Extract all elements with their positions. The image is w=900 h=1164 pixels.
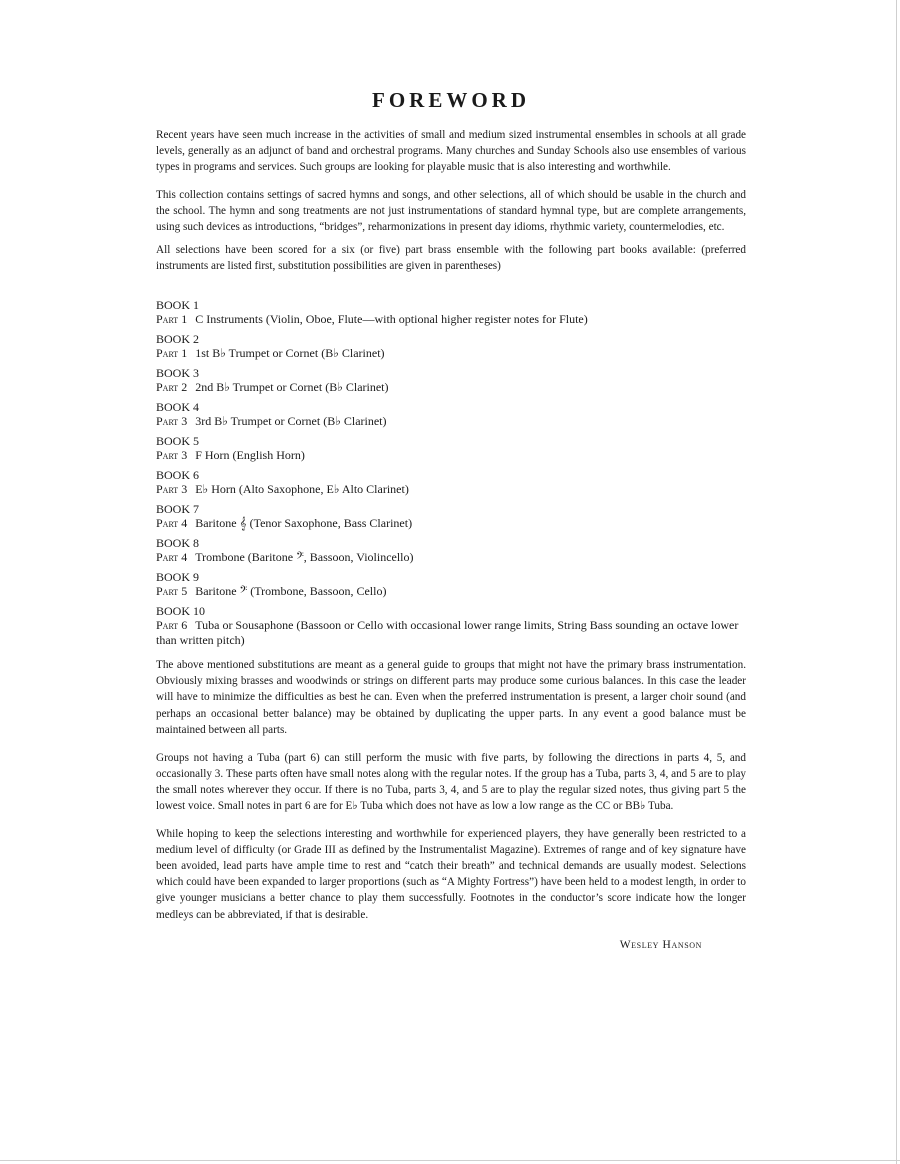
book-number: BOOK 9 — [156, 569, 200, 584]
part-label: Part 2 — [156, 380, 188, 395]
book-entry-3 — [156, 366, 746, 395]
page-edge-bottom — [0, 1160, 900, 1161]
book-list — [156, 298, 746, 648]
book-entry-10 — [156, 604, 746, 648]
instrument-description: Baritone 𝄢 (Trombone, Bassoon, Cello) — [195, 584, 387, 599]
instrument-description: 1st B♭ Trumpet or Cornet (B♭ Clarinet) — [195, 346, 385, 361]
book-number: BOOK 4 — [156, 399, 200, 414]
book-entry-7 — [156, 502, 746, 531]
book-entry-5 — [156, 434, 746, 463]
book-number: BOOK 6 — [156, 467, 200, 482]
book-number: BOOK 3 — [156, 365, 200, 380]
book-entry-9 — [156, 570, 746, 599]
instrument-description: C Instruments (Violin, Oboe, Flute—with optional higher register notes for Flute) — [195, 312, 588, 327]
instrument-description: 3rd B♭ Trumpet or Cornet (B♭ Clarinet) — [195, 414, 387, 429]
closing-paragraph-1: The above mentioned substitutions are meant as a general guide to groups that might not have the primary brass instrumentation. Obviously mixing brasses and woodwinds or strings on different parts may produce some curious balances. In this case the leader will have to minimize the difficulties as best he can. Even when the preferred instrumentation is present, a larger choir sound (and perhaps an occasional better balance) may be obtained by duplicating the upper parts. In any event a good balance must be maintained between all parts. — [156, 659, 746, 736]
part-label: Part 5 — [156, 584, 188, 599]
page-title: FOREWORD — [372, 88, 530, 112]
book-number: BOOK 10 — [156, 603, 206, 618]
instrument-description: Tuba or Sousaphone (Bassoon or Cello with occasional lower range limits, String Bass sounding an octave lower than written pitch) — [156, 618, 739, 647]
instrument-description: Trombone (Baritone 𝄢, Bassoon, Violincello) — [195, 550, 414, 565]
book-entry-6 — [156, 468, 746, 497]
part-label: Part 1 — [156, 312, 188, 327]
intro-paragraph-1: Recent years have seen much increase in the activities of small and medium sized instrumental ensembles in schools at all grade levels, generally as an adjunct of band and orchestral programs. Many churches and Sunday Schools also use ensembles of various types in programs and services. Such groups are looking for playable music that is also interesting and worthwhile. — [156, 129, 746, 174]
part-label: Part 6 — [156, 618, 188, 633]
intro-paragraph-2: This collection contains settings of sacred hymns and songs, and other selections, all of which should be usable in the church and the school. The hymn and song treatments are not just instrumentations of standard hymnal type, but are complete arrangements, using such devices as introductions, “bridges”, reharmonizations in present day idioms, rhythmic variety, countermelodies, etc. — [156, 189, 746, 234]
instrument-description: Baritone 𝄞 (Tenor Saxophone, Bass Clarinet) — [195, 516, 413, 531]
book-entry-8 — [156, 536, 746, 565]
book-number: BOOK 8 — [156, 535, 200, 550]
book-number: BOOK 5 — [156, 433, 200, 448]
book-number: BOOK 2 — [156, 331, 200, 346]
book-entry-1 — [156, 298, 746, 327]
part-label: Part 4 — [156, 516, 188, 531]
book-number: BOOK 1 — [156, 297, 200, 312]
author-signature: Wesley Hanson — [619, 938, 702, 951]
part-label: Part 3 — [156, 482, 188, 497]
part-label: Part 3 — [156, 414, 188, 429]
instrument-description: E♭ Horn (Alto Saxophone, E♭ Alto Clarinet) — [195, 482, 409, 497]
foreword-content — [156, 88, 746, 951]
page-edge-right — [896, 0, 897, 1164]
part-label: Part 3 — [156, 448, 188, 463]
book-entry-4 — [156, 400, 746, 429]
closing-paragraph-3: While hoping to keep the selections interesting and worthwhile for experienced players, they have generally been restricted to a medium level of difficulty (or Grade III as defined by the Instrumentalist Magazine). Extremes of range and of key signature have been avoided, lead parts have ample time to rest and “catch their breath” and technical demands are usually modest. Selections which could have been expanded to larger proportions (such as “A Mighty Fortress”) have been held to a modest length, in order to give younger musicians a better chance to play them successfully. Footnotes in the conductor’s score indicate how the longer medleys can be abbreviated, if that is desirable. — [156, 828, 746, 921]
part-label: Part 4 — [156, 550, 188, 565]
part-label: Part 1 — [156, 346, 188, 361]
book-entry-2 — [156, 332, 746, 361]
intro-paragraph-3: All selections have been scored for a six (or five) part brass ensemble with the following part books available: (preferred instruments are listed first, substitution possibilities are given in parentheses) — [156, 243, 746, 272]
instrument-description: F Horn (English Horn) — [195, 448, 305, 463]
book-number: BOOK 7 — [156, 501, 200, 516]
closing-paragraph-2: Groups not having a Tuba (part 6) can still perform the music with five parts, by following the directions in parts 4, 5, and occasionally 3. These parts often have small notes along with the regular notes. If the group has a Tuba, parts 3, 4, and 5 are to play the small notes wherever they occur. If there is no Tuba, parts 3, 4, and 5 are to play the regular sized notes, thus giving part 5 the lowest voice. Small notes in part 6 are for E♭ Tuba which does not have as low a low range as the CC or BB♭ Tuba. — [156, 751, 746, 812]
instrument-description: 2nd B♭ Trumpet or Cornet (B♭ Clarinet) — [195, 380, 389, 395]
